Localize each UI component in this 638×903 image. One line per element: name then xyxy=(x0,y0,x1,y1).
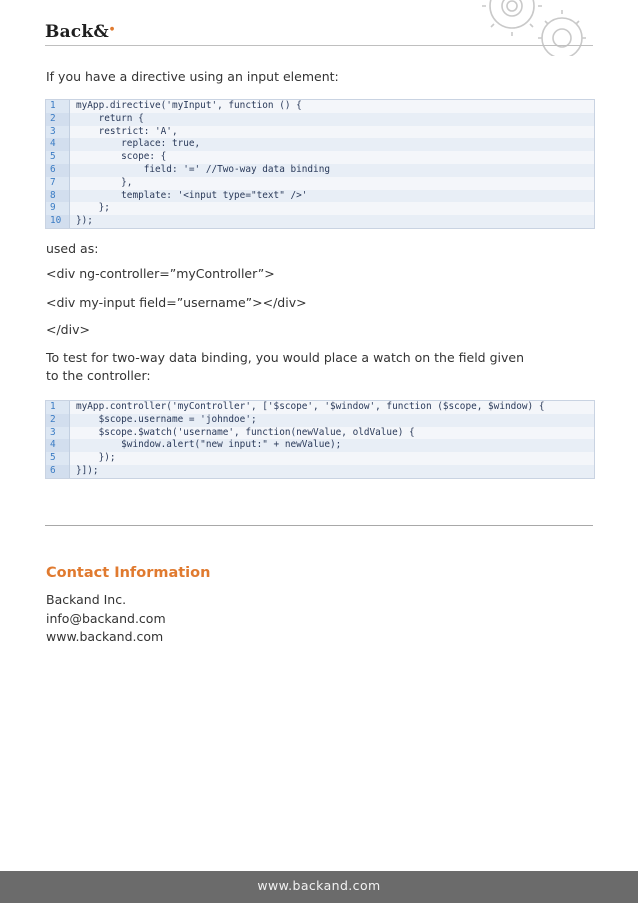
directive-code-block xyxy=(45,99,595,229)
code-text: replace: true, xyxy=(70,138,594,151)
header-divider xyxy=(45,45,593,46)
line-number: 4 xyxy=(46,138,70,151)
code-line xyxy=(46,215,594,228)
line-number: 7 xyxy=(46,177,70,190)
line-number: 4 xyxy=(46,439,70,452)
line-number: 8 xyxy=(46,190,70,203)
intro-text: If you have a directive using an input element: xyxy=(46,69,339,84)
code-text: $window.alert("new input:" + newValue); xyxy=(70,439,594,452)
code-line xyxy=(46,202,594,215)
line-number: 1 xyxy=(46,401,70,414)
code-line xyxy=(46,138,594,151)
code-text: myApp.controller('myController', ['$scope', '$window', function ($scope, $window) { xyxy=(76,401,545,412)
line-number: 5 xyxy=(46,452,70,465)
code-line xyxy=(46,439,594,452)
code-text: myApp.directive('myInput', function () { xyxy=(76,100,302,111)
line-number: 10 xyxy=(46,215,70,228)
test-paragraph-line-2: to the controller: xyxy=(46,368,151,383)
test-paragraph-line-1: To test for two-way data binding, you would place a watch on the field given xyxy=(46,350,525,365)
code-line xyxy=(46,414,594,427)
used-as-text: used as: xyxy=(46,241,99,256)
code-line xyxy=(46,113,594,126)
markup-line-2: <div my-input field=”username”></div> xyxy=(46,295,307,310)
line-number: 9 xyxy=(46,202,70,215)
code-line xyxy=(46,100,594,113)
code-line xyxy=(46,465,594,478)
code-text: }, xyxy=(76,176,133,188)
code-text: scope: { xyxy=(76,151,167,163)
markup-line-3: </div> xyxy=(46,322,90,337)
code-text: template: '<input type="text" />' xyxy=(70,190,594,203)
logo-text: Back& xyxy=(45,22,109,42)
contact-company: Backand Inc. xyxy=(46,592,127,607)
backand-logo xyxy=(45,22,114,42)
code-text: }); xyxy=(76,452,116,464)
code-line xyxy=(46,126,594,139)
code-line xyxy=(46,177,594,190)
footer-bar xyxy=(0,871,638,903)
line-number: 3 xyxy=(46,126,70,139)
section-divider xyxy=(45,525,593,526)
code-line xyxy=(46,190,594,203)
gears-icon xyxy=(470,0,638,56)
line-number: 3 xyxy=(46,427,70,440)
code-text: }); xyxy=(70,215,594,228)
controller-code-block xyxy=(45,400,595,479)
code-text: }; xyxy=(76,202,110,214)
contact-title: Contact Information xyxy=(46,565,211,581)
line-number: 5 xyxy=(46,151,70,164)
code-text: $scope.$watch('username', function(newValue, oldValue) { xyxy=(76,426,415,438)
code-line xyxy=(46,164,594,177)
code-text: restrict: 'A', xyxy=(76,125,178,137)
code-line xyxy=(46,151,594,164)
code-line xyxy=(46,452,594,465)
code-text: $scope.username = 'johndoe'; xyxy=(70,414,594,427)
code-text: field: '=' //Two-way data binding xyxy=(70,164,594,177)
contact-email[interactable]: info@backand.com xyxy=(46,611,166,626)
line-number: 6 xyxy=(46,164,70,177)
line-number: 2 xyxy=(46,113,70,126)
markup-line-1: <div ng-controller=”myController”> xyxy=(46,266,275,281)
logo-dot-icon: ● xyxy=(109,26,115,32)
line-number: 6 xyxy=(46,465,70,478)
line-number: 2 xyxy=(46,414,70,427)
footer-url[interactable]: www.backand.com xyxy=(257,878,381,893)
contact-website[interactable]: www.backand.com xyxy=(46,629,164,644)
code-text: }]); xyxy=(70,465,594,478)
code-line xyxy=(46,401,594,414)
code-text: return { xyxy=(70,113,594,126)
code-line xyxy=(46,427,594,440)
line-number: 1 xyxy=(46,100,70,113)
